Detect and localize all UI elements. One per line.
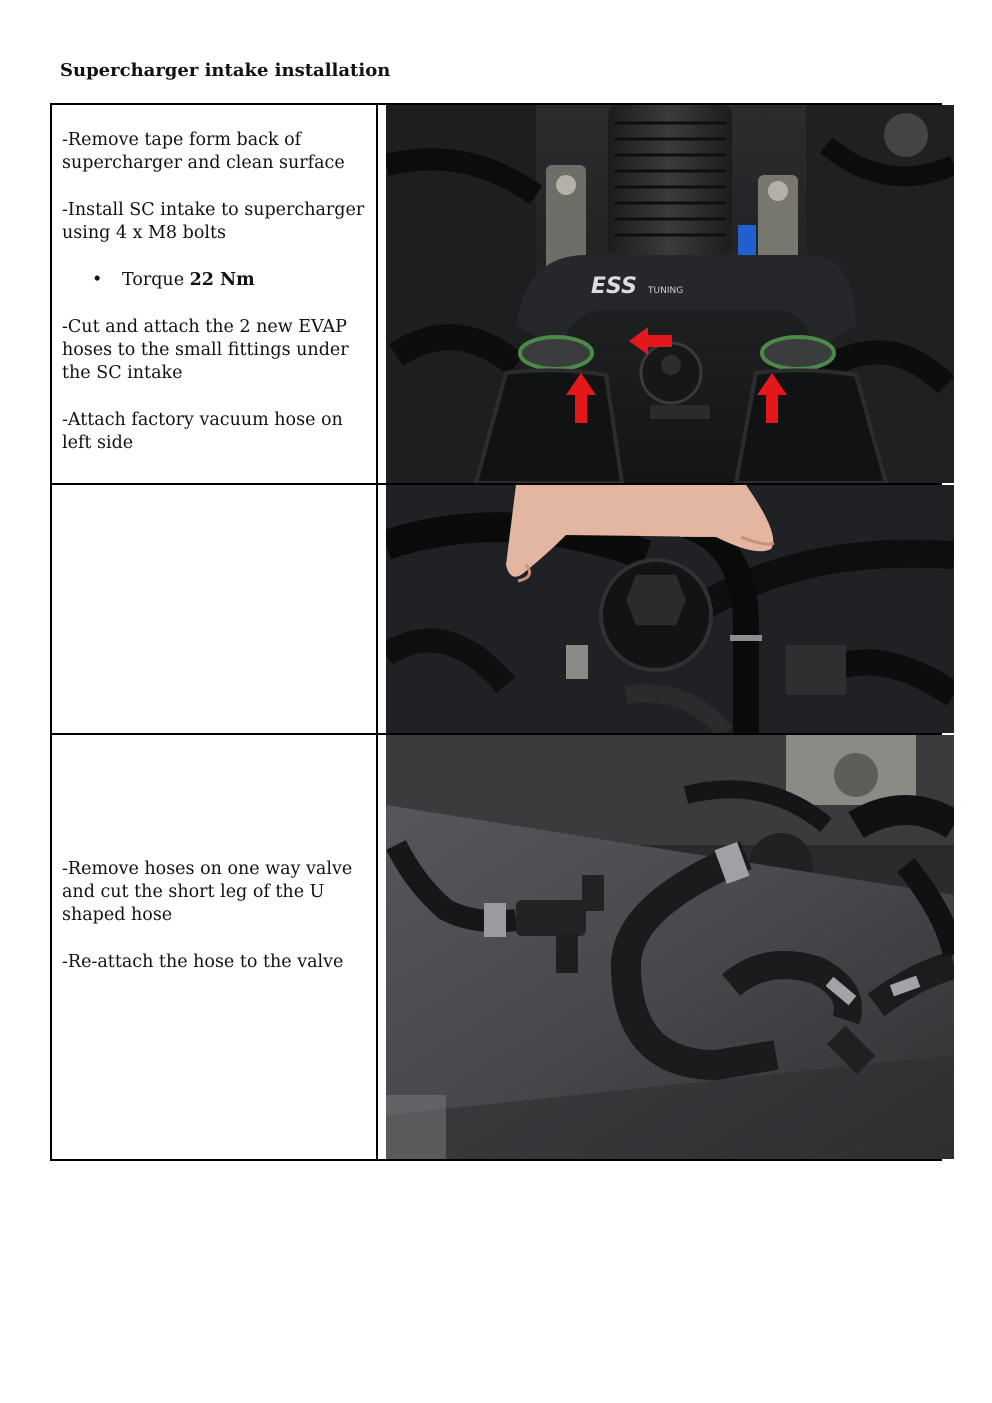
instruction-cell (51, 104, 377, 484)
instruction-step: -Remove hoses on one way valve and cut the short leg of the U shaped hose (62, 859, 353, 925)
instruction-cell (51, 734, 377, 1160)
photo-cell (377, 484, 941, 734)
instruction-step: -Cut and attach the 2 new EVAP hoses to the small fittings under the SC intake (62, 317, 349, 383)
torque-list (62, 269, 366, 292)
table-row (51, 104, 941, 484)
torque-item (92, 269, 366, 292)
instruction-cell-empty (51, 484, 377, 734)
photo-cell (377, 734, 941, 1160)
intake-logo-sub: TUNING (648, 286, 684, 296)
page-title: Supercharger intake installation (60, 60, 391, 81)
instruction-step: -Attach factory vacuum hose on left side (62, 410, 343, 453)
photo-cell (377, 104, 941, 484)
intake-logo: ESS (591, 274, 637, 299)
engine-photo-hand-hose (386, 485, 954, 733)
instruction-step: -Remove tape form back of supercharger and clean surface (62, 130, 345, 173)
torque-value: 22 Nm (189, 270, 255, 290)
engine-photo-supercharger (386, 105, 954, 483)
instruction-step: -Install SC intake to supercharger using 4 x M8 bolts (62, 200, 365, 243)
instruction-table (50, 103, 942, 1161)
table-row (51, 734, 941, 1160)
table-row (51, 484, 941, 734)
torque-label: Torque (122, 270, 185, 290)
engine-photo-valve-hoses (386, 735, 954, 1159)
instruction-step: -Re-attach the hose to the valve (62, 952, 344, 972)
